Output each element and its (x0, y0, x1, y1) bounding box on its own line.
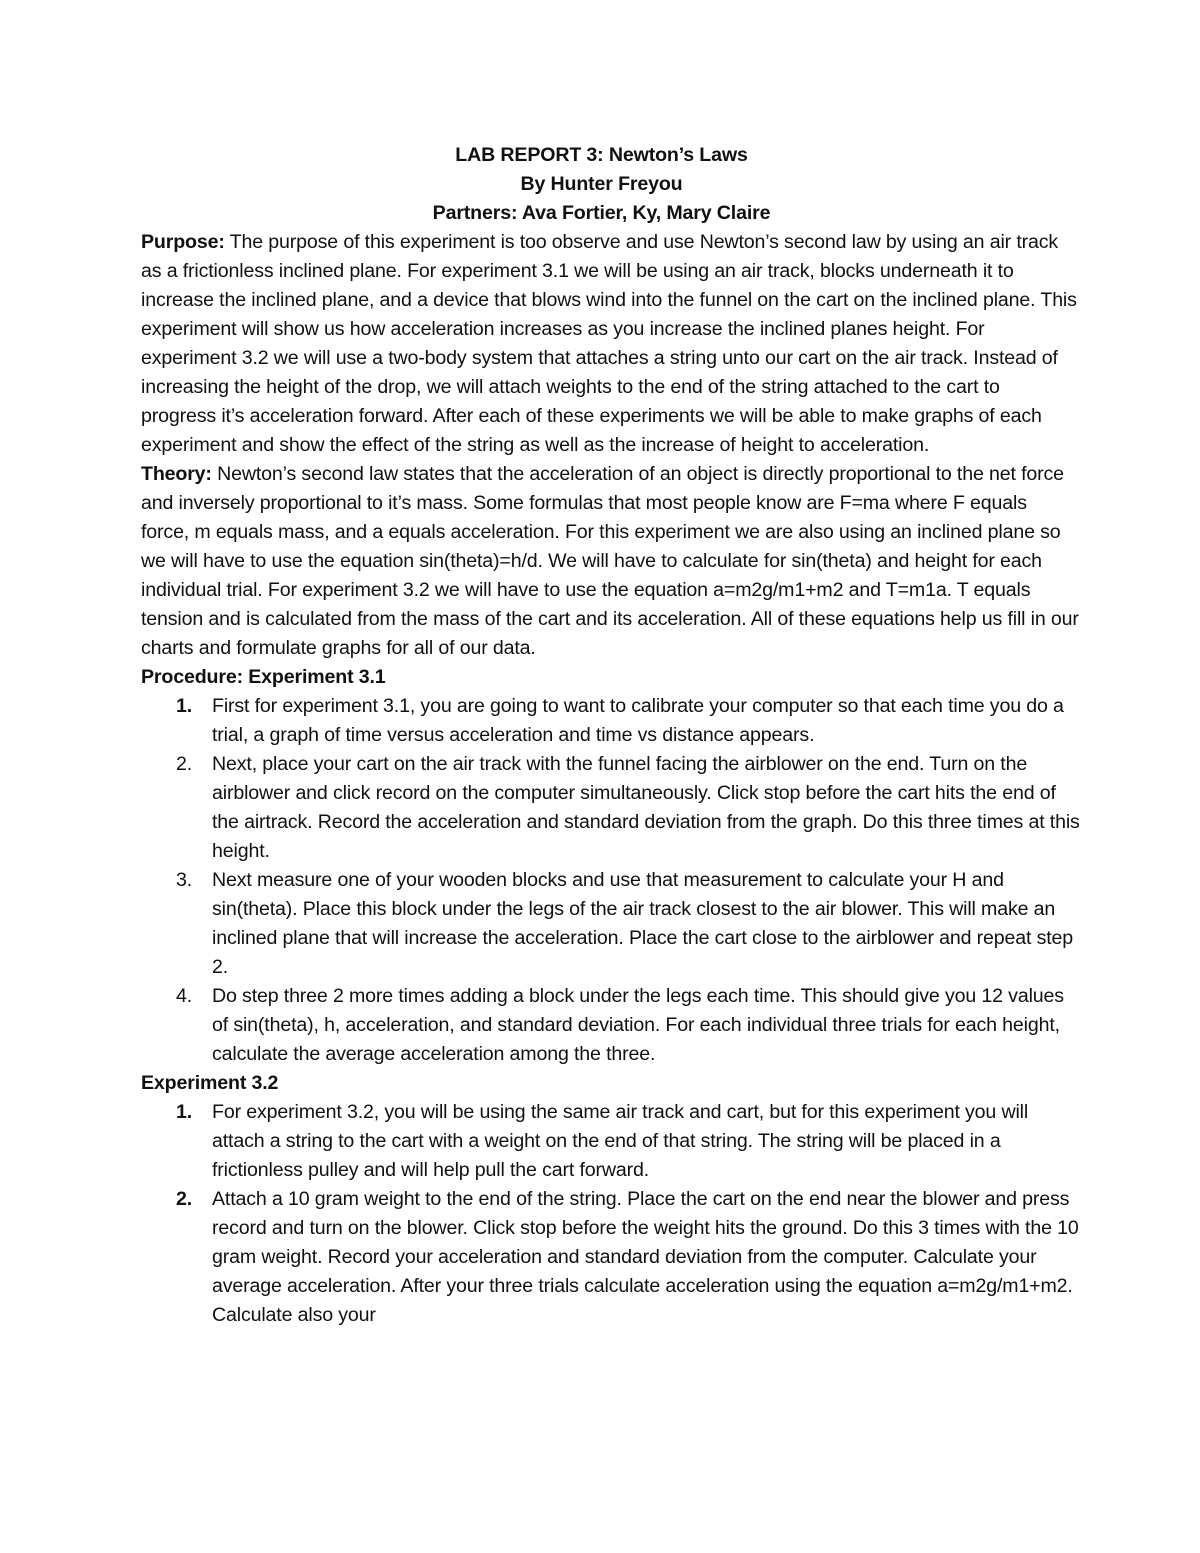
list-text: For experiment 3.2, you will be using the same air track and cart, but for this experiment you will attach a string to the cart with a weight on the end of that string. The string will be placed in a frictionless pulley and will help pull the cart forward. (212, 1101, 1029, 1181)
list-item (141, 1185, 1080, 1330)
procedure-3-2-list (141, 1098, 1080, 1330)
experiment-3-2-heading: Experiment 3.2 (141, 1072, 279, 1094)
list-text: Attach a 10 gram weight to the end of the string. Place the cart on the end near the blower and press record and turn on the blower. Click stop before the weight hits the ground. Do this 3 times with the 10 gram weight. Record your acceleration and standard deviation from the computer. Calculate your average acceleration. After your three trials calculate acceleration using the equation a=m2g/m1+m2. Calculate also your (212, 1188, 1079, 1326)
report-partners: Partners: Ava Fortier, Ky, Mary Claire (432, 202, 771, 224)
procedure-3-1-list (141, 692, 1080, 1069)
theory-label: Theory: (141, 463, 212, 485)
report-title: LAB REPORT 3: Newton’s Laws (455, 144, 748, 166)
list-item (141, 866, 1080, 982)
list-number: 1. (176, 695, 193, 717)
list-number: 4. (176, 985, 193, 1007)
list-number: 3. (176, 869, 193, 891)
procedure-heading: Procedure: Experiment 3.1 (141, 666, 386, 688)
list-item (141, 692, 1080, 750)
list-item (141, 750, 1080, 866)
list-number: 1. (176, 1101, 193, 1123)
document-body (141, 141, 1080, 1330)
theory-text: Newton’s second law states that the acceleration of an object is directly proportional to the net force and inversely proportional to it’s mass. Some formulas that most people know are F=ma where F equals force, m equals mass, and a equals acceleration. For this experiment we are also using an inclined plane so we will have to use the equation sin(theta)=h/d. We will have to calculate for sin(theta) and height for each individual trial. For experiment 3.2 we will have to use the equation a=m2g/m1+m2 and T=m1a. T equals tension and is calculated from the mass of the cart and its acceleration. All of these equations help us fill in our charts and formulate graphs for all of our data. (141, 463, 1079, 659)
purpose-paragraph (141, 228, 1080, 460)
report-author: By Hunter Freyou (520, 173, 683, 195)
list-text: First for experiment 3.1, you are going to want to calibrate your computer so that each time you do a trial, a graph of time versus acceleration and time vs distance appears. (212, 695, 1064, 746)
list-text: Next, place your cart on the air track with the funnel facing the airblower on the end. Turn on the airblower and click record on the computer simultaneously. Click stop before the cart hits the end of the airtrack. Record the acceleration and standard deviation from the graph. Do this three times at this height. (212, 753, 1080, 862)
list-text: Do step three 2 more times adding a block under the legs each time. This should give you 12 values of sin(theta), h, acceleration, and standard deviation. For each individual three trials for each height, calculate the average acceleration among the three. (212, 985, 1064, 1065)
list-item (141, 1098, 1080, 1185)
purpose-label: Purpose: (141, 231, 225, 253)
list-number: 2. (176, 753, 193, 775)
purpose-text: The purpose of this experiment is too observe and use Newton’s second law by using an air track as a frictionless inclined plane. For experiment 3.1 we will be using an air track, blocks underneath it to increase the inclined plane, and a device that blows wind into the funnel on the cart on the inclined plane. This experiment will show us how acceleration increases as you increase the inclined planes height. For experiment 3.2 we will use a two-body system that attaches a string unto our cart on the air track. Instead of increasing the height of the drop, we will attach weights to the end of the string attached to the cart to progress it’s acceleration forward. After each of these experiments we will be able to make graphs of each experiment and show the effect of the string as well as the increase of height to acceleration. (141, 231, 1077, 456)
list-text: Next measure one of your wooden blocks and use that measurement to calculate your H and sin(theta). Place this block under the legs of the air track closest to the air blower. This will make an inclined plane that will increase the acceleration. Place the cart close to the airblower and repeat step 2. (212, 869, 1074, 978)
theory-paragraph (141, 460, 1080, 663)
list-item (141, 982, 1080, 1069)
list-number: 2. (176, 1188, 193, 1210)
